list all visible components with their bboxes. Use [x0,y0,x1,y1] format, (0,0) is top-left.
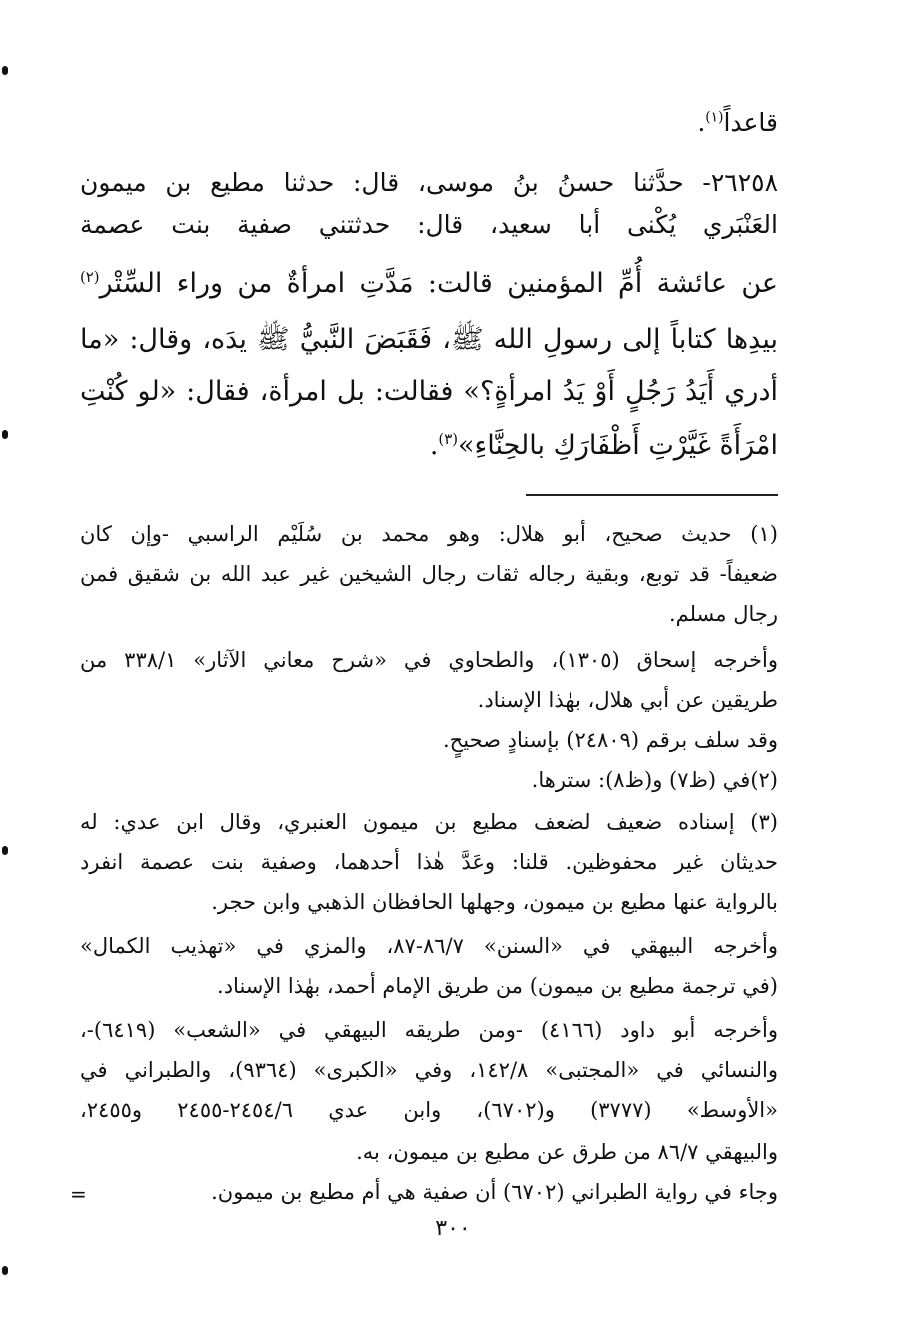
hadith-end-period: . [429,430,439,461]
footnote-line: «الأوسط» (٣٧٧٧) و(٦٧٠٢)، وابن عدي ٢٤٥٤/٦-٢٤٥٥ و٢٤٥٥، [80,1098,778,1122]
footnote-line: (١) حديث صحيح، أبو هلال: وهو محمد بن سُلَيْم الراسبي -وإن كان [80,522,778,546]
page-number: ٣٠٠ [435,1216,471,1241]
footnote-line: والنسائي في «المجتبى» ١٤٢/٨، وفي «الكبرى» (٩٣٦٤)، والطبراني في [80,1058,778,1082]
footnote-line: حديثان غير محفوظين. قلنا: وعَدَّ هٰذا أحدهما، وصفية بنت عصمة انفرد [80,850,778,874]
hadith-line-6 [80,430,778,461]
hadith-line-4: بيدِها كتاباً إلى رسولِ الله ﷺ، فَقَبَضَ النَّبيُّ ﷺ يدَه، وقال: «ما [80,324,778,355]
footnote-line: وقد سلف برقم (٢٤٨٠٩) بإسنادٍ صحيحٍ. [443,728,778,752]
hadith-line-6-text: امْرَأَةً غَيَّرْتِ أَظْفَارَكِ بالحِنَّاءِ» [458,430,778,461]
footnote-line: والبيهقي ٨٦/٧ من طرق عن مطيع بن ميمون، به. [356,1140,778,1164]
footnote-ref-3: (٣) [438,430,458,448]
footnote-line: وأخرجه أبو داود (٤١٦٦) -ومن طريقه البيهقي في «الشعب» (٦٤١٩)-، [80,1018,778,1042]
footnote-line: (في ترجمة مطيع بن ميمون) من طريق الإمام أحمد، بهٰذا الإسناد. [217,974,778,998]
footnote-separator [526,494,778,496]
footnote-line: (٣) إسناده ضعيف لضعف مطيع بن ميمون العنبري، وقال ابن عدي: له [80,810,778,834]
hadith-line-3 [80,268,778,299]
footnote-line: وجاء في رواية الطبراني (٦٧٠٢) أن صفية هي أم مطيع بن ميمون. [211,1180,778,1204]
hadith-line-2: العَنْبَري يُكْنى أبا سعيد، قال: حدثتني صفية بنت عصمة [80,210,778,239]
continuation-mark: = [70,1182,87,1206]
hadith-line-5: أدري أَيَدُ رَجُلٍ أَوْ يَدُ امرأةٍ؟» فقالت: بل امرأة، فقال: «لو كُنْتِ [80,376,778,407]
footnote-line: (٢)في (ظ٧) و(ظ٨): سترها. [531,768,778,792]
footnote-line: ضعيفاً- قد توبع، وبقية رجاله ثقات رجال الشيخين غير عبد الله بن شقيق فمن [80,562,778,586]
margin-dot [2,846,8,855]
margin-dot [2,66,8,75]
continuation-line [80,108,778,137]
footnote-line: طريقين عن أبي هلال، بهٰذا الإسناد. [477,688,778,712]
margin-dot [2,430,8,439]
footnote-line: رجال مسلم. [668,602,778,626]
footnote-ref-1: (١) [705,109,724,126]
footnote-line: بالرواية عنها مطيع بن ميمون، وجهلها الحافظان الذهبي وابن حجر. [211,890,778,914]
hadith-line-3-text: عن عائشة أُمِّ المؤمنين قالت: مَدَّتِ امرأةٌ من وراء السِّتْر [99,268,778,299]
footnote-line: وأخرجه البيهقي في «السنن» ٨٦/٧-٨٧، والمزي في «تهذيب الكمال» [80,934,778,958]
continuation-period: . [697,108,706,137]
margin-dot [2,1266,8,1275]
hadith-line-1: ٢٦٢٥٨- حدَّثنا حسنُ بنُ موسى، قال: حدثنا مطيع بن ميمون [80,168,778,197]
continuation-word: قاعداً [723,108,778,137]
footnote-ref-2: (٢) [80,268,100,286]
footnote-line: وأخرجه إسحاق (١٣٠٥)، والطحاوي في «شرح معاني الآثار» ٣٣٨/١ من [80,648,778,672]
